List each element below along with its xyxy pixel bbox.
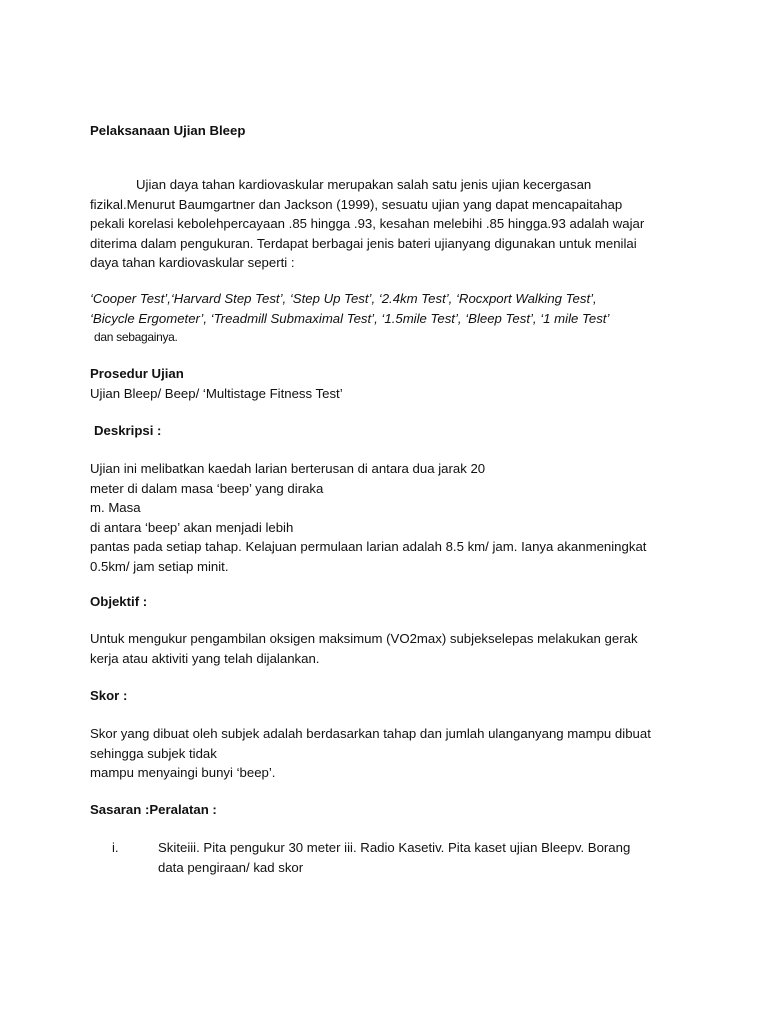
objektif-paragraph bbox=[90, 629, 690, 668]
tests-line: ‘Cooper Test’,‘Harvard Step Test’, ‘Step Up Test’, ‘2.4km Test’, ‘Rocxport Walking Test’, bbox=[90, 291, 597, 306]
prosedur-heading: Prosedur Ujian bbox=[90, 366, 184, 381]
intro-paragraph bbox=[90, 175, 690, 273]
equipment-line: Skiteiii. Pita pengukur 30 meter iii. Radio Kasetiv. Pita kaset ujian Bleepv. Borang bbox=[158, 840, 631, 855]
tests-list bbox=[90, 289, 690, 348]
deskripsi-line: meter di dalam masa ‘beep’ yang diraka bbox=[90, 480, 324, 496]
list-number: i. bbox=[112, 840, 119, 855]
skor-line: sehingga subjek tidak bbox=[90, 745, 217, 761]
deskripsi-line: 0.5km/ jam setiap minit. bbox=[90, 558, 229, 574]
prosedur-section bbox=[90, 364, 690, 403]
equipment-list-item bbox=[158, 838, 678, 877]
intro-line: fizikal.Menurut Baumgartner dan Jackson (1999), sesuatu ujian yang dapat mencapaitahap bbox=[90, 196, 623, 212]
skor-paragraph bbox=[90, 724, 690, 783]
equipment-line: data pengiraan/ kad skor bbox=[158, 859, 304, 875]
deskripsi-line: m. Masa bbox=[90, 500, 141, 515]
document-title: Pelaksanaan Ujian Bleep bbox=[90, 123, 246, 138]
prosedur-text: Ujian Bleep/ Beep/ ‘Multistage Fitness Test’ bbox=[90, 385, 343, 401]
intro-line: daya tahan kardiovaskular seperti : bbox=[90, 255, 295, 270]
deskripsi-paragraph bbox=[90, 459, 690, 576]
intro-line: Ujian daya tahan kardiovaskular merupakan salah satu jenis ujian kecergasan bbox=[136, 177, 592, 192]
objektif-heading: Objektif : bbox=[90, 594, 148, 609]
skor-line: Skor yang dibuat oleh subjek adalah berdasarkan tahap dan jumlah ulanganyang mampu dibuat bbox=[90, 726, 651, 741]
objektif-line: Untuk mengukur pengambilan oksigen maksimum (VO2max) subjekselepas melakukan gerak bbox=[90, 631, 638, 646]
deskripsi-line: pantas pada setiap tahap. Kelajuan permulaan larian adalah 8.5 km/ jam. Ianya akanmeningkat bbox=[90, 539, 647, 554]
tests-line: ‘Bicycle Ergometer’, ‘Treadmill Submaximal Test’, ‘1.5mile Test’, ‘Bleep Test’, ‘1 mile Test’ bbox=[90, 310, 610, 326]
deskripsi-heading: Deskripsi : bbox=[94, 423, 162, 438]
intro-line: diterima dalam pengukuran. Terdapat berbagai jenis bateri ujianyang digunakan untuk menilai bbox=[90, 235, 637, 251]
skor-line: mampu menyaingi bunyi ‘beep’. bbox=[90, 765, 276, 780]
deskripsi-line: di antara ‘beep’ akan menjadi lebih bbox=[90, 519, 294, 535]
sasaran-heading: Sasaran :Peralatan : bbox=[90, 802, 217, 817]
objektif-line: kerja atau aktiviti yang telah dijalankan. bbox=[90, 650, 320, 666]
intro-line: pekali korelasi kebolehpercayaan .85 hingga .93, kesahan melebihi .85 hingga.93 adalah wajar bbox=[90, 216, 645, 231]
deskripsi-line: Ujian ini melibatkan kaedah larian berterusan di antara dua jarak 20 bbox=[90, 461, 486, 476]
skor-heading: Skor : bbox=[90, 688, 128, 703]
tests-tail: dan sebagainya. bbox=[94, 330, 178, 344]
